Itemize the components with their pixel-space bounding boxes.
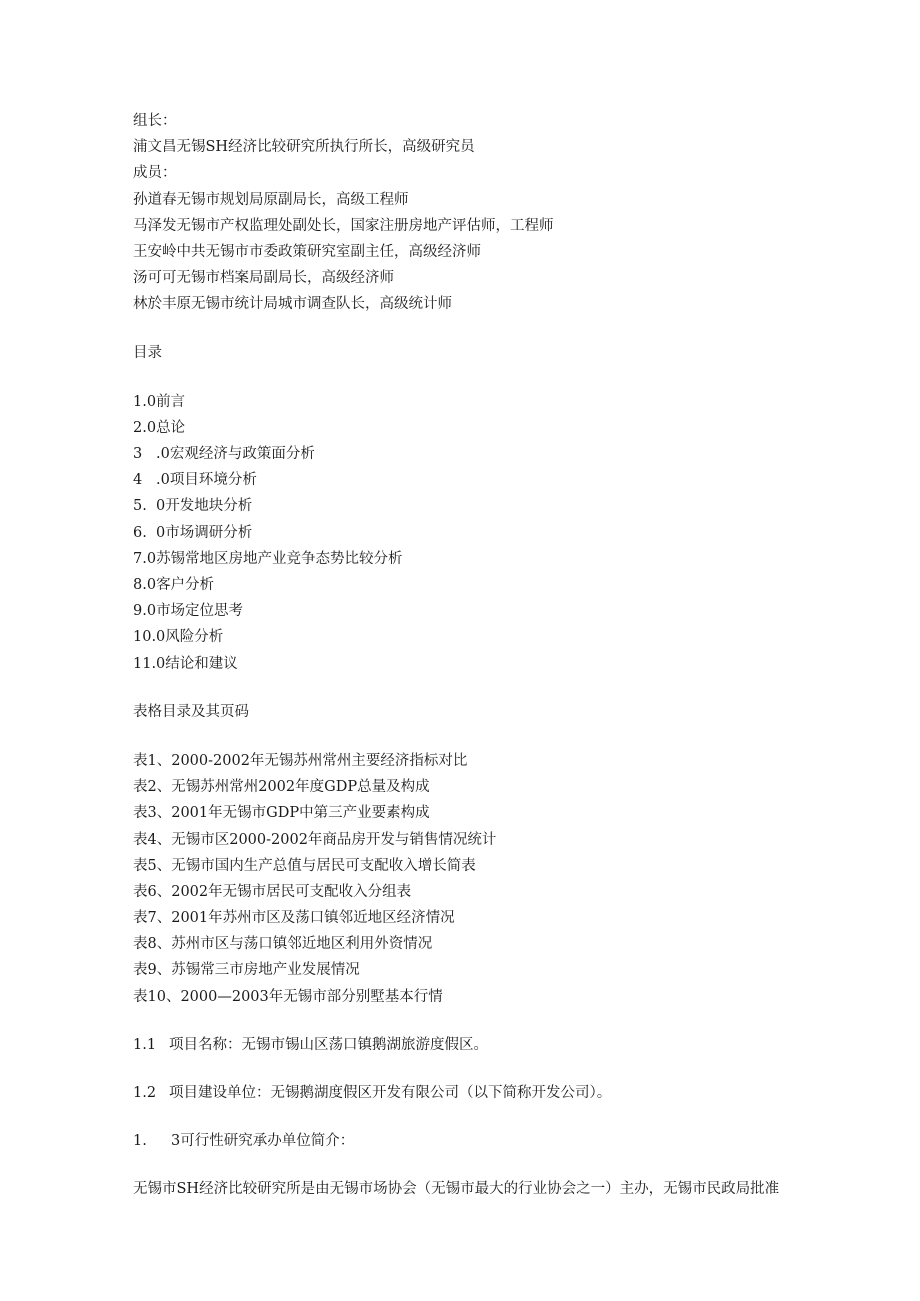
section-1-3: 1. 3可行性研究承办单位简介：: [133, 1133, 355, 1150]
toc-item: 11.0结论和建议: [133, 655, 238, 672]
section-1-2: 1.2 项目建设单位：无锡鹅湖度假区开发有限公司（以下简称开发公司）。: [133, 1085, 612, 1101]
leader-heading: 组长：: [133, 113, 177, 129]
tables-heading: 表格目录及其页码: [133, 703, 249, 720]
member-line: 汤可可无锡市档案局副局长，高级经济师: [133, 270, 394, 287]
member-line: 孙道春无锡市规划局原副局长，高级工程师: [133, 191, 409, 208]
toc-heading: 目录: [133, 344, 162, 361]
table-list-item: 表7、2001年苏州市区及荡口镇邻近地区经济情况: [133, 910, 455, 927]
table-list-item: 表1、2000-2002年无锡苏州常州主要经济指标对比: [133, 752, 468, 769]
table-list-item: 表3、2001年无锡市GDP中第三产业要素构成: [133, 805, 430, 822]
members-heading: 成员：: [133, 165, 177, 182]
toc-item: 10.0风险分析: [133, 629, 224, 646]
leader-line: 浦文昌无锡SH经济比较研究所执行所长，高级研究员: [133, 139, 475, 156]
section-1-1: 1.1 项目名称：无锡市锡山区荡口镇鹅湖旅游度假区。: [133, 1036, 488, 1053]
toc-item: 2.0总论: [133, 419, 186, 436]
toc-item: 6. 0市场调研分析: [133, 524, 253, 541]
table-list-item: 表10、2000—2003年无锡市部分别墅基本行情: [133, 988, 443, 1005]
table-list-item: 表6、2002年无锡市居民可支配收入分组表: [133, 883, 412, 900]
table-list-item: 表5、无锡市国内生产总值与居民可支配收入增长简表: [133, 857, 476, 874]
toc-item: 1.0前言: [133, 393, 186, 410]
member-line: 马泽发无锡市产权监理处副处长，国家注册房地产评估师，工程师: [133, 217, 554, 234]
table-list-item: 表9、苏锡常三市房地产业发展情况: [133, 962, 360, 979]
member-line: 林於丰原无锡市统计局城市调查队长，高级统计师: [133, 296, 452, 313]
body-paragraph: 无锡市SH经济比较研究所是由无锡市场协会（无锡市最大的行业协会之一）主办，无锡市民政局批准: [133, 1181, 780, 1198]
table-list-item: 表2、无锡苏州常州2002年度GDP总量及构成: [133, 779, 430, 796]
table-list-item: 表8、苏州市区与荡口镇邻近地区利用外资情况: [133, 936, 433, 953]
toc-item: 3 .0宏观经济与政策面分析: [133, 446, 315, 463]
toc-item: 9.0市场定位思考: [133, 603, 244, 620]
member-line: 王安岭中共无锡市市委政策研究室副主任，高级经济师: [133, 243, 481, 260]
document-page: [133, 108, 833, 1203]
table-list-item: 表4、无锡市区2000-2002年商品房开发与销售情况统计: [133, 831, 497, 848]
toc-item: 4 .0项目环境分析: [133, 472, 257, 489]
toc-item: 8.0客户分析: [133, 577, 215, 593]
toc-item: 5. 0开发地块分析: [133, 498, 253, 515]
toc-item: 7.0苏锡常地区房地产业竞争态势比较分析: [133, 550, 403, 567]
